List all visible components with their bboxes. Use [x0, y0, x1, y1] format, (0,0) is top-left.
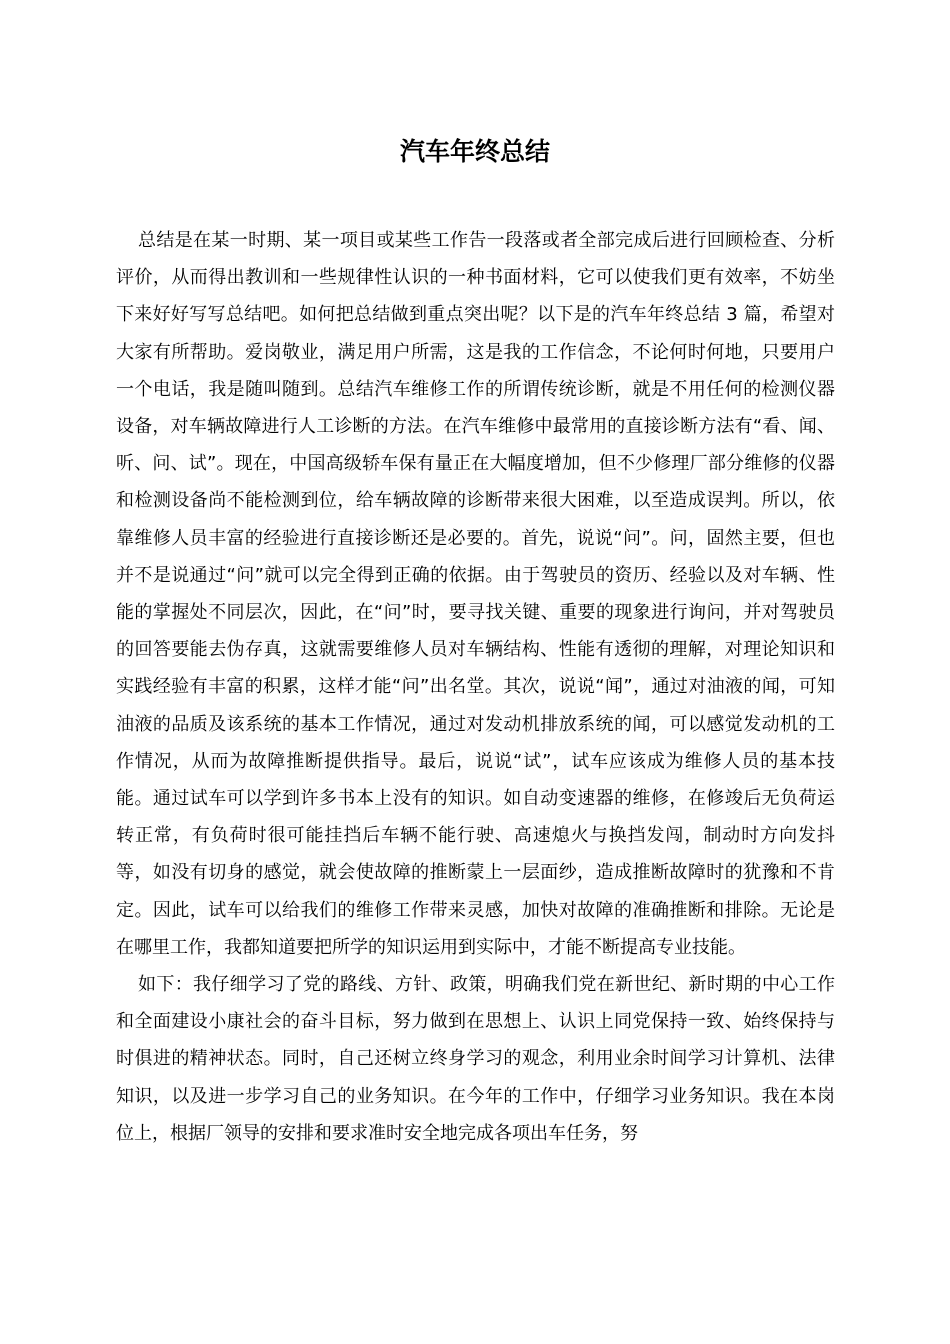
- document-title: 汽车年终总结: [399, 137, 550, 166]
- paragraph-2: 如下：我仔细学习了党的路线、方针、政策，明确我们党在新世纪、新时期的中心工作和全面建设小康社会的奋斗目标，努力做到在思想上、认识上同党保持一致、始终保持与时俱进的精神状态。同时，自己还树立终身学习的观念，利用业余时间学习计算机、法律知识，以及进一步学习自己的业务知识。在今年的工作中，仔细学习业务知识。我在本岗位上，根据厂领导的安排和要求准时安全地完成各项出车任务，努: [116, 974, 835, 1144]
- document-body: [116, 222, 835, 1152]
- paragraph-1: 总结是在某一时期、某一项目或某些工作告一段落或者全部完成后进行回顾检查、分析评价，从而得出教训和一些规律性认识的一种书面材料，它可以使我们更有效率，不妨坐下来好好写写总结吧。如何把总结做到重点突出呢？以下是的汽车年终总结 3 篇，希望对大家有所帮助。爱岗敬业，满足用户所需，这是我的工作信念，不论何时何地，只要用户一个电话，我是随叫随到。总结汽车维修工作的所谓传统诊断，就是不用任何的检测仪器设备，对车辆故障进行人工诊断的方法。在汽车维修中最常用的直接诊断方法有“看、闻、听、问、试”。现在，中国高级轿车保有量正在大幅度增加，但不少修理厂部分维修的仪器和检测设备尚不能检测到位，给车辆故障的诊断带来很大困难，以至造成误判。所以，依靠维修人员丰富的经验进行直接诊断还是必要的。首先，说说“问”。问，固然主要，但也并不是说通过“问”就可以完全得到正确的依据。由于驾驶员的资历、经验以及对车辆、性能的掌握处不同层次，因此，在“问”时，要寻找关键、重要的现象进行询问，并对驾驶员的回答要能去伪存真，这就需要维修人员对车辆结构、性能有透彻的理解，对理论知识和实践经验有丰富的积累，这样才能“问”出名堂。其次，说说“闻”，通过对油液的闻，可知油液的品质及该系统的基本工作情况，通过对发动机排放系统的闻，可以感觉发动机的工作情况，从而为故障推断提供指导。最后，说说“试”，试车应该成为维修人员的基本技能。通过试车可以学到许多书本上没有的知识。如自动变速器的维修，在修竣后无负荷运转正常，有负荷时很可能挂挡后车辆不能行驶、高速熄火与换挡发闯，制动时方向发抖等，如没有切身的感觉，就会使故障的推断蒙上一层面纱，造成推断故障时的犹豫和不肯定。因此，试车可以给我们的维修工作带来灵感，加快对故障的准确推断和排除。无论是在哪里工作，我都知道要把所学的知识运用到实际中，才能不断提高专业技能。: [116, 230, 835, 958]
